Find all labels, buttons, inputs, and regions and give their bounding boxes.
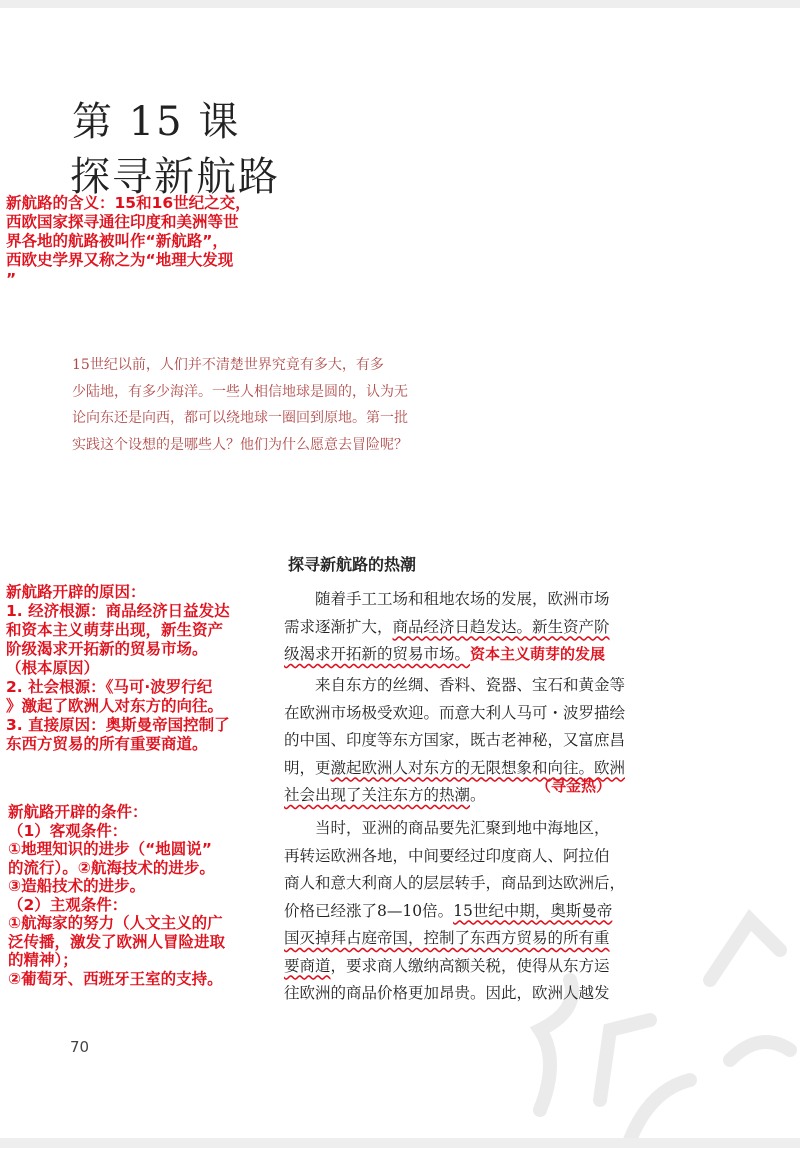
note-definition [6,194,251,289]
note-line: 的流行）。②航海技术的进步。 [8,858,215,877]
note-line: ①地理知识的进步（“地圆说” [8,840,212,858]
note-line: 新航路的含义：15和16世纪之交， [6,194,251,212]
body-paragraph-2 [284,672,704,810]
section-heading: 探寻新航路的热潮 [288,555,417,574]
text-segment: 价格已经涨了8—10倍。 [284,901,454,920]
intro-line: 少陆地，有多少海洋。一些人相信地球是圆的，认为无 [72,383,408,400]
note-line: 新航路开辟的条件： [8,803,148,821]
body-line [284,641,704,669]
note-line: ” [6,270,17,288]
note-conditions [8,803,225,988]
intro-paragraph [72,352,492,458]
note-line: 》激起了欧洲人对东方的向往。 [6,697,224,715]
body-line: 在欧洲市场极受欢迎。而意大利人马可・波罗描绘 [284,703,626,722]
note-line: ②葡萄牙、西班牙王室的支持。 [8,969,223,988]
note-line: ③造船技术的进步。 [8,877,146,895]
body-line: 当时，亚洲的商品要先汇聚到地中海地区， [315,819,610,837]
body-line [284,925,704,953]
note-reasons [6,583,230,754]
body-line: 的中国、印度等东方国家，既古老神秘，又富庶昌 [284,731,626,749]
body-line: 商人和意大利商人的层层转手，商品到达欧洲后， [284,874,626,892]
bottom-border [0,1138,800,1148]
intro-line: 实践这个设想的是哪些人？他们为什么愿意去冒险呢？ [72,436,408,453]
note-line: 的精神）； [8,951,78,969]
underlined-phrase: 商品经济日趋发达。新生资产阶 [392,617,610,636]
page-number: 70 [70,1038,90,1056]
body-paragraph-1 [284,586,704,669]
body-line: 来自东方的丝绸、香料、瓷器、宝石和黄金等 [315,676,626,694]
lesson-title: 探寻新航路 [70,154,280,200]
note-line: ①航海家的努力（人文主义的广 [8,914,223,932]
underlined-phrase: 要商道 [284,956,331,975]
body-line: 再转运欧洲各地，中间要经过印度商人、阿拉伯 [284,846,610,865]
note-line: （2）主观条件： [8,895,128,914]
note-line: 2. 社会根源：《马可·波罗行纪 [6,678,213,696]
body-line [284,898,704,926]
intro-line: 15世纪以前，人们并不清楚世界究竟有多大，有多 [72,357,384,373]
body-line [284,755,704,783]
body-paragraph-3 [284,815,704,1008]
body-line [284,782,704,810]
annotation-capitalism: 资本主义萌芽的发展 [470,645,606,663]
lesson-number: 第 15 课 [72,99,241,145]
note-line: 新航路开辟的原因： [6,583,146,601]
underlined-phrase: 级渴求开拓新的贸易市场。 [284,645,471,663]
note-line: 东西方贸易的所有重要商道。 [6,735,208,753]
annotation-gold-rush: （寻金热） [536,777,612,795]
note-line: 1. 经济根源：商品经济日益发达 [6,602,230,620]
top-border [0,0,800,8]
note-line: 界各地的航路被叫作“新航路”， [6,232,228,250]
note-line: （1）客观条件： [8,821,128,840]
note-line: （根本原因） [6,659,100,677]
text-segment: 。 [470,786,486,804]
note-line: 阶级渴求开拓新的贸易市场。 [6,640,208,658]
underlined-phrase: 社会出现了关注东方的热潮 [284,786,471,804]
note-line: 西欧国家探寻通往印度和美洲等世 [6,213,239,231]
note-line: 泛传播，激发了欧洲人冒险进取 [8,932,226,951]
underlined-phrase: 国灭掉拜占庭帝国，控制了东西方贸易的所有重 [284,929,610,947]
underlined-phrase: 激起欧洲人对东方的无限想象和向往。欧洲 [330,758,626,777]
text-segment: 明，更 [284,758,331,777]
note-line: 3. 直接原因：奥斯曼帝国控制了 [6,716,230,734]
note-line: 和资本主义萌芽出现，新生资产 [6,621,224,639]
underlined-phrase: 15世纪中期，奥斯曼帝 [453,901,613,920]
body-line [284,614,704,642]
text-segment: 需求逐渐扩大， [284,617,393,636]
body-line: 随着手工工场和租地农场的发展，欧洲市场 [315,590,610,608]
intro-line: 论向东还是向西，都可以绕地球一圈回到原地。第一批 [72,410,408,426]
body-line [284,953,704,981]
text-segment: ，要求商人缴纳高额关税，使得从东方运 [330,956,610,975]
body-line: 往欧洲的商品价格更加昂贵。因此，欧洲人越发 [284,984,610,1002]
note-line: 西欧史学界又称之为“地理大发现 [6,251,234,269]
